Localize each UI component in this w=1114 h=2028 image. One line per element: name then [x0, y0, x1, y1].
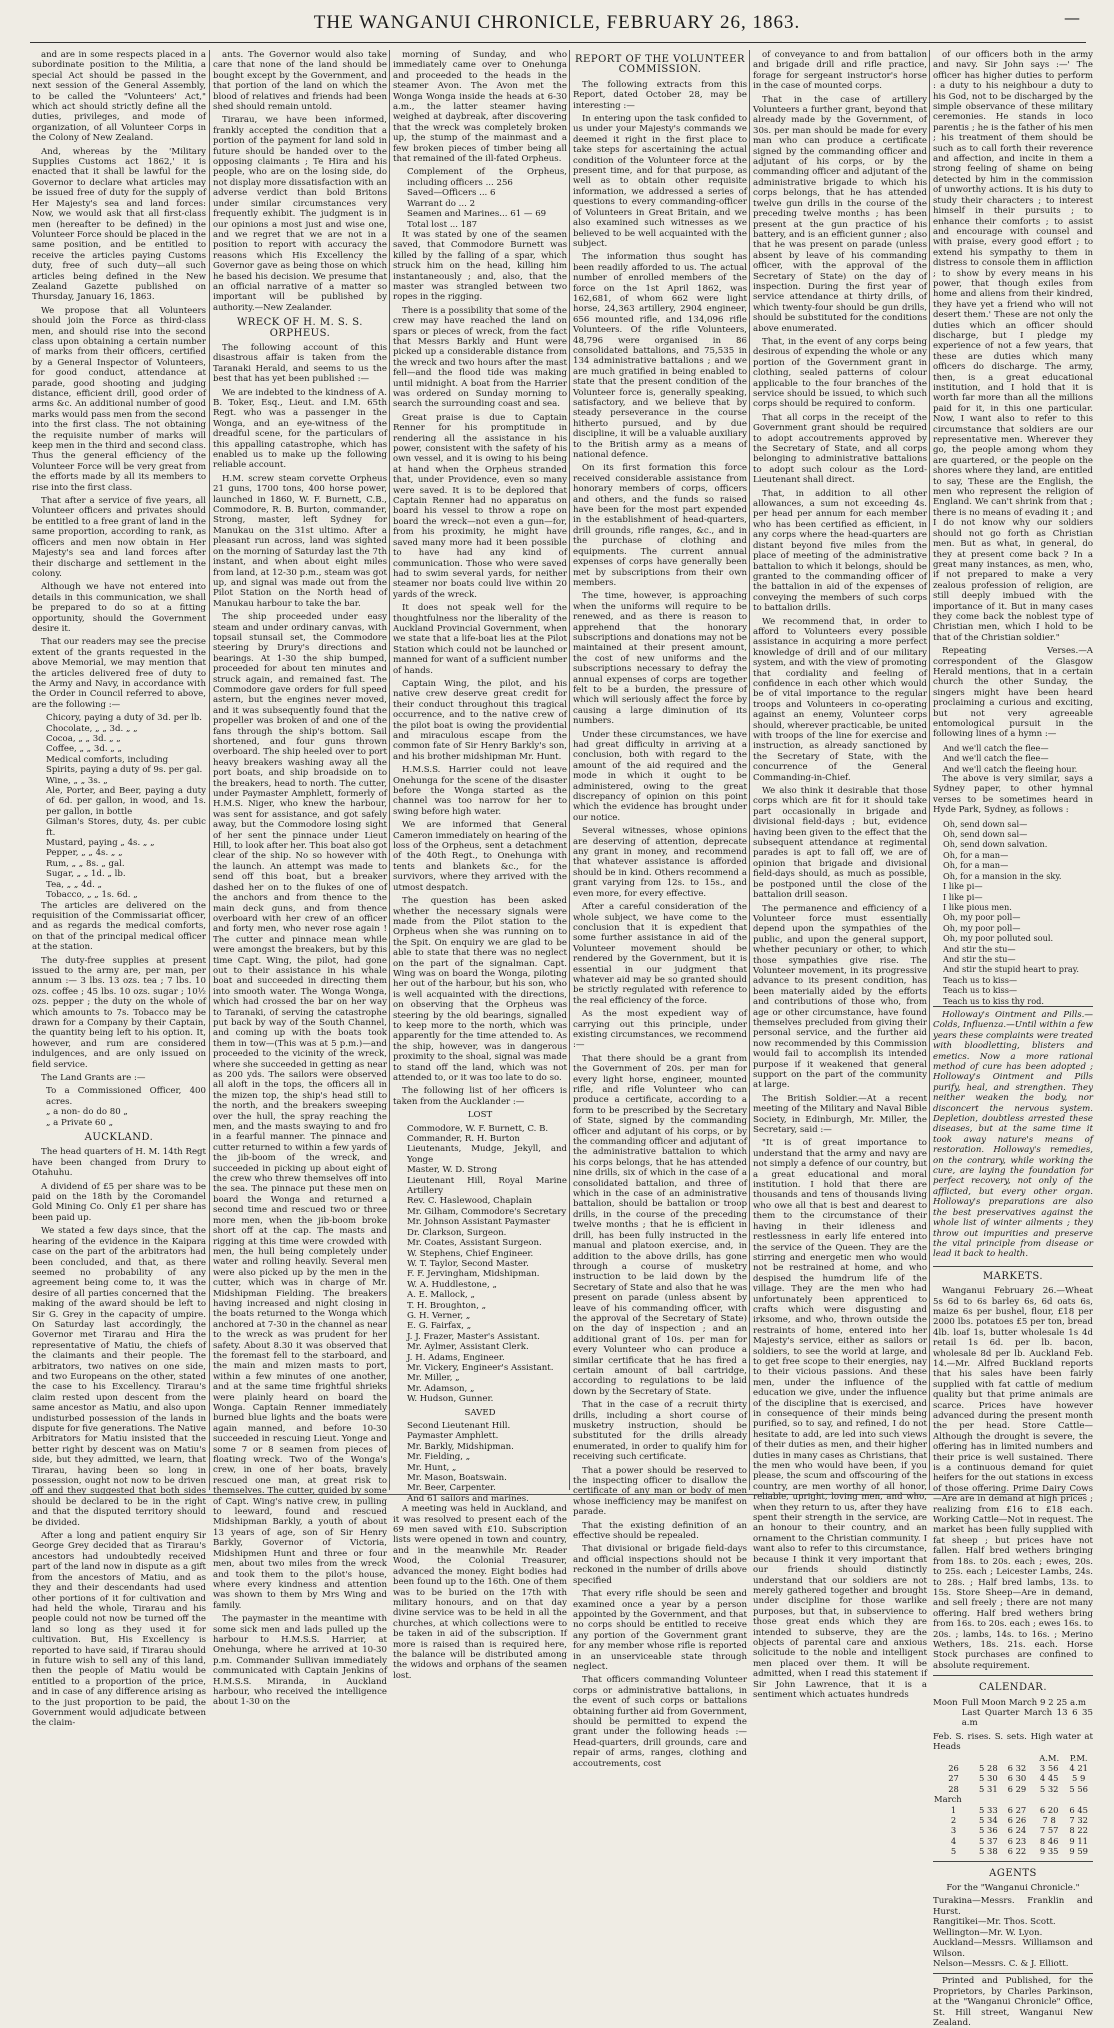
lost-item: Commander, R. H. Burton [407, 1134, 520, 1145]
page-title: THE WANGANUI CHRONICLE, FEBRUARY 26, 1863. [313, 12, 801, 33]
column-5 [753, 50, 927, 1700]
paragraph: Tirarau, we have been informed, frankly accepted the condition that a portion of the payment for land sold in future should be handed over to the opposing claimants ; Te Hira and his people, who are on the losing side, do not display more dissatisfaction with an adverse verdict than bold Britons under similar circumstances very frequently exhibit. The judgment is in our opinions a most just and wise one, and we regret that we are not in a position to report with accuracy the reasons which His Excellency the Governor gave as being those on which he based his decision. We presume that an official narrative of a matter so important will be published by authority.—New Zealander. [213, 115, 387, 313]
paragraph: There is a possibility that some of the crew may have reached the land on spars or pieces of wreck, from the fact that Messrs Barkly and Hunt were picked up a considerable distance from the wreck and two hours after the mast fell—and the flood tide was making until midnight. A boat from the Harrier was ordered on Sunday morning to search the surrounding coast and sea. [393, 305, 567, 410]
lost-item: F. F. Jervingham, Midshipman. [407, 1269, 540, 1280]
saved-item: Mr. Mason, Boatswain. [407, 1473, 507, 1484]
poem-lines-1 [933, 743, 1093, 774]
poem-line: Teach us to kiss thy rod. [943, 995, 1044, 1006]
saved-item: And 61 sailors and marines. [407, 1493, 529, 1504]
table-cell: 4 45 [1039, 1773, 1059, 1784]
saved-item: Mr. Fielding, „ [407, 1452, 471, 1463]
table-cell: 5 [950, 1846, 957, 1857]
duty-item: Cocoa, „ „ 3d. „ „ [46, 734, 121, 744]
paragraph: Although we have not entered into details in this communication, we shall be prepared to do so at a fitting opportunity, should the Government desire it. [32, 582, 206, 634]
poem-line: Teach us to kiss— [943, 985, 1018, 996]
paragraph: We are informed that General Cameron immediately on hearing of the loss of the Orpheus, sent a detachment of the 40th Regt., to Onehunga with tents and blankets &c., for the survivors, where they arrived with the utmost despatch. [393, 820, 567, 893]
advert-text: Holloway's Ointment and Pills.—Colds, Influenza.—Until within a few years these complaints were treated with bloodletting, blisters and emetics. Now a more rational method of cure has been adopted ; Holloway's Ointment and Pills purify, heal, and strengthen. They neither weaken the body, nor disconcert the nervous system. Depletion, doubtless arrested these diseases, but at the same time it took away nature's means of restoration. Holloway's remedies, on the contrary, while working the cure, are laying the foundation for perfect recovery, not only of the afflicted, but every other organ. Holloway's preparations are also the best preservatives against the whole list of winter ailments ; they throw out impurities and preserve the vital principle from disease or lead it back to health. [933, 1009, 1093, 1260]
lost-heading: LOST [467, 1110, 493, 1121]
table-row [933, 1836, 1093, 1846]
table-cell: 5 33 [979, 1804, 998, 1815]
poem-line: Oh, for a man— [943, 860, 1009, 871]
table-cell: 2 [950, 1815, 957, 1826]
table-cell: 3 [950, 1825, 957, 1836]
table-cell: 9 59 [1069, 1846, 1088, 1857]
paragraph: As the most expedient way of carrying out this principle, under existing circumstances, we recommend :— [573, 1009, 747, 1051]
lost-item: Mr. Adamson, „ [407, 1383, 475, 1394]
table-cell: 5 36 [979, 1825, 998, 1836]
table-cell: P.M. [1069, 1752, 1088, 1763]
paragraph: That officers commanding Volunteer corps or administrative battalions, in the event of such corps or battalions obtaining further aid from Government, should be permitted to expend the grant under the following heads :—Head-quarters, drill grounds, care and repair of arms, ranges, clothing and accoutrements, cost [573, 1675, 747, 1769]
paragraph: We stated a few days since, that the hearing of the evidence in the Kaipara case on the part of the arbitrators had been concluded, and that, as there seemed no probability of any agreement being come to, it was the desire of all parties concerned that the making of the award should be left to Sir G. Grey in the capacity of umpire. On Saturday last accordingly, the Governor met Tirarau and Hira the representative of Matiu, the chiefs of the claimants and their people. The arbitrators, two natives on one side, and two Europeans on the other, stated the case to his Excellency. Tirarau's claim rested upon descent from the same ancestor as Matiu, and also upon undisturbed possession of the lands in dispute for five generations. The Native Arbitrators for Matiu insisted that the better right by descent was on Matiu's side, but they admitted, we learn, that Tirarau, having been so long in possession, ought not now to be driven off and they suggested that both sides should be declared to be in the right and that the disputed territory should be divided. [32, 1226, 206, 1528]
table-cell: 6 22 [1007, 1846, 1027, 1857]
poem-line: I like pi— [943, 891, 983, 902]
poem-line: Oh, for a man— [943, 849, 1009, 860]
paragraph: morning of Sunday, and who immediately came over to Onehunga and proceeded to the heads in the steamer Avon. The Avon met the Wonga Wonga inside the heads at 6-30 a.m., the latter steamer having weighed at daybreak, after discovering that the wreck was completely broken up, the stump of the mainmast and a few broken pieces of timber being all that remained of the ill-fated Orpheus. [393, 50, 567, 165]
poem-line: And stir the stupid heart to pray. [943, 964, 1079, 975]
paragraph: Several witnesses, whose opinions are deserving of attention, deprecate any grant in money, and recommend that whatever assistance is afforded should be in kind. Others recommend a grant varying from 12s. to 15s., and even more, for every effective. [573, 826, 747, 899]
duty-item: Coffee, „ „ 3d. „ „ [46, 744, 122, 755]
paragraph: On its first formation this force received considerable assistance from honorary members of corps, officers and others, and the funds so raised have been for the most part expended in the establishment of head-quarters, drill grounds, rifle ranges, &c., and in the purchase of clothing and equipments. The current annual expenses of corps have generally been met by subscriptions from their own members. [573, 463, 747, 588]
saved-item: Mr. Hunt, „ [407, 1462, 457, 1473]
table-cell [933, 1753, 974, 1763]
paragraph: The information thus sought has been readily afforded to us. The actual number of enrolled members of the force on the 1st April 1862, was 162,681, of whom 662 were light horse, 24,363 artillery, 2904 engineer, 656 mounted rifle, and 134,096 rifle Volunteers. Of the rifle Volunteers, 48,796 were organised in 86 consolidated battalions, and 75,535 in 134 administrative battalions ; and we are much gratified in being enabled to state that the present condition of the Volunteer force is, generally speaking, satisfactory, and we believe that by steady perseverance in the course hitherto pursued, and by due discipline, it will be a valuable auxiliary to the British army as a means of national defence. [573, 252, 747, 461]
paragraph: That divisional or brigade field-days and official inspections should not be reckoned in the number of drills above specified [573, 1544, 747, 1586]
paragraph: Repeating Verses.—A correspondent of the Glasgow Herald mentions, that in a certain church the other Sunday, the singers might have been heard proclaiming a curious and exciting, but not very agreeable entomological pursuit in the following lines of a hymn :— [933, 646, 1093, 740]
paragraph: That after a service of five years, all Volunteer officers and privates should be entitled to a free grant of land in the same proportion, according to rank, as officers and men now obtain in Her Majesty's sea and land forces after their discharge and settlement in the colony. [32, 496, 206, 579]
duty-item: Rum, „ „ 8s. „ gal. [46, 858, 125, 869]
paragraph: ants. The Governor would also take care that none of the land should be bought except by the Government, and that portion of the land on which the blood of relatives and friends had been shed should remain untold. [213, 50, 387, 113]
tides-header: Feb. S. rises. S. sets. High water at Heads [933, 1731, 1093, 1753]
grant-item: „ a Private 60 „ [46, 1117, 114, 1128]
lost-item: E. G. Fairfax, „ [407, 1321, 472, 1332]
paragraph: and are in some respects placed in a subordinate position to the Militia, a special Act should be passed in the next session of the General Assembly, to be called the "Volunteers' Act," which act should strictly define all the duties, privileges, and mode of organization, of all Volunteer Corps in the Colony of New Zealand. [32, 50, 206, 144]
table-cell: 8 22 [1069, 1825, 1088, 1836]
duty-item: Spirits, paying a duty of 9s. per gal. [46, 765, 203, 776]
poem-line: Oh, send down sal— [943, 829, 1028, 840]
poem-line: And stir the stu— [943, 943, 1016, 954]
imprint: Printed and Published, for the Proprietors, by Charles Parkinson, at the "Wanganui Chronicle" Office, St. Hill street, Wanganui New Zealand. [933, 1976, 1093, 2028]
table-cell: 8 46 [1039, 1835, 1059, 1846]
paragraph: Captain Wing, the pilot, and his native crew deserve great credit for their conduct throughout this tragical occurrence, and to the native crew of the pilot boat is owing the providential and miraculous escape from the common fate of Sir Henry Barkly's son, and his brother midshipman Mr. Hunt. [393, 678, 567, 762]
paragraph: The paymaster in the meantime with some sick men and lads pulled up the harbour to H.M.S.S. Harrier, at Onehunga, where he arrived at 10-30 p.m. Commander Sullivan immediately communicated with Captain Jenkins of H.M.S.S. Miranda, in Auckland harbour, who received the intelligence about 1-30 on the [213, 1614, 387, 1708]
table-row [933, 1784, 1093, 1794]
land-grant-list [32, 1086, 206, 1128]
table-row [933, 1763, 1093, 1773]
table-cell: 5 56 [1069, 1783, 1088, 1794]
complement-row: Complement of the Orpheus, including officers ... 256 [407, 167, 567, 188]
column-3 [393, 50, 567, 1681]
paragraph: That all corps in the receipt of the Government grant should be required to adopt accoutrements approved by the Secretary of State, and all corps belonging to administrative battalions to adopt such colour as the Lord-Lieutenant shall direct. [753, 412, 927, 486]
table-cell: 6 26 [1007, 1815, 1027, 1826]
table-cell: 4 21 [1069, 1763, 1088, 1773]
table-row [933, 1794, 1093, 1804]
duty-item: Pepper, „ „ 4s. „ „ [46, 848, 123, 859]
column-divider [389, 50, 390, 1490]
poem-line: Oh, send down salvation. [943, 839, 1048, 850]
agent-item: Nelson—Messrs. C. & J. Elliott. [933, 1958, 1069, 1969]
paragraph: The duty-free supplies at present issued to the army are, per man, per annum :— 3 lbs. 13 ozs. tea ; 7 lbs. 10 ozs. coffee ; 45 lbs. 10 ozs. sugar ; 10½ ozs. pepper ; the duty on the whole of which amounts to 7s. Tobacco may be drawn for a Company by their Captain, the quantity being left to his option. It, however, and rum are considered indulgences, and are only issued on field service. [32, 955, 206, 1070]
section-heading-markets: MARKETS. [982, 1270, 1044, 1282]
paragraph: That in the case of a recruit thirty drills, including a short course of musketry instruction, should be substituted for the drills already enumerated, in order to qualify him for receiving such certificate. [573, 1400, 747, 1463]
table-row [933, 1815, 1093, 1825]
paragraph: of our officers both in the army and navy. Sir John says :—' The officer has higher duties to perform : a duty to his neighbour a duty to his God, not to be discharged by the simple observance of these military ceremonies. He stands in loco parentis ; he is the father of his men ; his treatment of them should be such as to call forth their reverence and affection, and incite in them a strong feeling of shame on being detected by him in the commission of unworthy actions. It is his duty to study their characters ; to interest himself in their pursuits ; to enhance their comforts ; to assist and encourage with counsel and with praise, every good effort ; to extend his sympathy to them in distress to console them in affliction ; to show by every means in his power, that though exiles from home and aliens from their kindred, they have yet a friend who will not desert them.' These are not only the duties which an officer should discharge, but I pledge my experience of not a few years, that these are duties which many officers do discharge. The army, then, is a great educational institution, and I hold that it is worth far more than all the millions paid for it, in this one particular. Now, I want also to refer to this circumstance that soldiers are our representative men. Wherever they go, the people among whom they are quartered, or the people on the shores where they land, are entitled to say, These are the English, the men who represent the religion of England. We can't shrink from that ; there is no means of evading it ; and I do not know why our soldiers should not go forth as Christian men. But as what, in general, do they at present come back ? In a great many instances, as men, who, if not prepared to make a very zealous profession of religion, are still deeply imbued with the importance of it. But in many cases they come back the noblest type of Christian men, which I hold to be that of the Christian soldier." [933, 50, 1093, 643]
holloway-advert [933, 1006, 1093, 1267]
lost-item: Lieutenants, Mudge, Jekyll, and Yonge [407, 1144, 567, 1165]
table-cell: 6 30 [1007, 1773, 1027, 1784]
lost-item: Lieutenant Hill, Royal Marine Artillery [407, 1175, 567, 1197]
table-cell: 7 57 [1039, 1825, 1059, 1836]
table-row [933, 1753, 1093, 1763]
section-heading-wreck: WRECK OF H. M. S. S. ORPHEUS. [237, 317, 363, 339]
duty-item: Gilman's Stores, duty, 4s. per cubic ft. [46, 817, 206, 838]
lost-item: Mr. Vickery, Engineer's Assistant. [407, 1362, 554, 1373]
poem-line: Oh, my poor poll— [943, 912, 1021, 923]
lost-item: J. H. Adams, Engineer. [407, 1352, 505, 1363]
paragraph: H.M.S.S. Harrier could not leave Onehunga for the scene of the disaster before the Wonga started as the channel was too narrow for her to swing before high water. [393, 765, 567, 817]
poem-line: Oh, send down sal— [943, 818, 1028, 829]
column-divider [209, 50, 210, 1490]
agents-list [933, 1896, 1093, 1969]
col1-paragraphs [32, 50, 206, 710]
paragraph: That, in the event of any corps being desirous of expending the whole or any portion of the Government grant in clothing, sealed patterns of colour applicable to the four branches of the service should be issued, to which such corps should be required to conform. [753, 336, 927, 410]
paragraph: That every rifle should be seen and examined once a year by a person appointed by the Government, and that no corps should be entitled to receive any portion of the Government grant for any member whose rifle is reported in an unserviceable state through neglect. [573, 1589, 747, 1672]
poem-line: And we'll catch the flee— [943, 753, 1049, 764]
table-cell: 5 38 [979, 1846, 998, 1857]
saved-list [393, 1421, 567, 1504]
poem-line: I like pious men. [943, 901, 1012, 912]
paragraph: That a power should be reserved to the inspecting officer to disallow the certificate of any man or body of men whose inefficiency may be manifest on parade. [573, 1465, 747, 1518]
complement-row: Warrant do ... 2 [407, 198, 476, 209]
complement-table [393, 167, 567, 229]
poem-line: Teach us to kiss— [943, 974, 1018, 985]
paragraph: A dividend of £5 per share was to be paid on the 18th by the Coromandel Gold Mining Co. Only £1 per share has been paid up. [32, 1181, 206, 1223]
column-divider [929, 50, 930, 1490]
lost-item: Mr. Johnson Assistant Paymaster [407, 1217, 551, 1228]
paragraph: The ship proceeded under easy steam and under ordinary canvas, with topsail stunsail set, the Commodore steering by Drury's directions and bearings. At 1-30 the ship bumped, proceeded for about ten minutes and struck again, and remained fast. The Commodore gave orders for full speed astern, but the engines never moved, and it was subsequently found that the propeller was broken of and one of the fans through the ship's bottom. Sail shortened, and four guns thrown overboard. The ship heeled over to port heavy breakers washing away all the port boats, and ship broadside on to the breakers, head to north. The cutter, under Paymaster Amphlett, formerly of H.M.S. Niger, who knew the harbour, was sent for assistance, and got safely away, but the Commodore losing sight of her sent the pinnace under Lieut Hill, to look after her. This boat also got clear of the ship. No so however with the launch. An attempt was made to send off this boat, but a breaker dashed her on to the flukes of one of the anchors and from thence to the main deck guns, and from thence overboard with her crew of an officer and forty men, who never rose again ! The cutter and pinnace mean while were amongst the breakers, but by this time Capt. Wing, the pilot, had gone out to their assistance in his whale boat and succeeded in directing them into smooth water. The Wonga Wonga, which had crossed the bar on her way to Taranaki, of serving the catastrophe put back by way of the South Channel, and coming up with the boats took them in tow—(This was at 5 p.m.)—and proceeded to the vicinity of the wreck, where she succeeded in getting as near as 200 yds. The sailors were observed all aloft in the tops, the officers all in the mizen top, the ship's head still to the north, and the breakers sweeping over the hull, the spray reaching the men, and the masts swaying to and fro in a fearful manner. The pinnace and cutter returned to within a few yards of the jib-boom of the wreck, and succeeded in picking up about eight of the crew who threw themselves off into the sea. The pinnace put these men on board the Wonga and returned a second time and rescued two or three more men, when the jib-boom broke short off at the cap. The masts and rigging at this time were crowded with men, the hull being completely under water and rolling heavily. Several men were also picked up by the men in the cutter, which was in charge of Mr. Midshipman Fielding. The breakers having increased and night closing in the boats returned to the Wonga which anchored at 7-30 in the channel as near to the wreck as was prudent for her safety. About 8.30 it was observed that the foremast fell to the starboard, and the main and mizen masts to port, within a few minutes of one another, and at the same time frightful shrieks were plainly heard on board the Wonga. Captain Renner immediately burned blue lights and the boats were again manned, and before 10-30 succeeded in rescuing Lieut. Yonge and some 7 or 8 seamen from pieces of floating wreck. Two of the Wonga's crew, in one of her boats, bravely rescued one man, at great risk to themselves. The cutter, guided by some of Capt. Wing's native crew, in pulling to leeward, found and rescued Midshipman Barkly, a youth of about 13 years of age, son of Sir Henry Barkly, Governor of Victoria, Midshipmen Hunt and three or four men, about two miles from the wreck and took them to the pilot's house, where every kindness and attention was shown to them by Mrs Wing and family. [213, 612, 387, 1611]
table-cell: 5 9 [1072, 1773, 1086, 1784]
poem-line: Oh, my poor polluted soul. [943, 933, 1054, 944]
agent-item: Rangitikei—Mr. Thos. Scott. [933, 1917, 1056, 1928]
poem-line: And we'll catch the flee— [943, 742, 1049, 753]
poem-line: Oh, for a mansion in the sky. [943, 870, 1062, 881]
paragraph: We recommend that, in order to afford to Volunteers every possible assistance in acquiring a more perfect knowledge of drill and of our military system, and with the view of promoting that cordiality and feeling of confidence in each other which would be of vital importance to the regular troops and Volunteers in co-operating against an enemy, Volunteer corps should, wherever practicable, be united with troops of the line for exercise and instruction, as already sanctioned by the Secretary of State, with the concurrence of the General Commanding-in-Chief. [753, 616, 927, 783]
table-row [933, 1773, 1093, 1783]
calendar [933, 1675, 1093, 1857]
table-cell [1034, 1794, 1064, 1804]
paragraph: We also think it desirable that those corps which are fit for it should take part occasionally in brigade and divisional field-days ; but, evidence having been given to the effect that the subsequent attendance at regimental parades is apt to fall off, we are of opinion that brigade and divisional field-days should, as much as possible, be postponed until the close of the battalion drill season. [753, 786, 927, 901]
saved-item: Mr. Beer, Carpenter. [407, 1483, 496, 1494]
table-cell: 5 34 [979, 1815, 998, 1826]
lost-item: G. H. Verner, „ [407, 1310, 471, 1321]
table-cell: 5 28 [979, 1763, 998, 1773]
paragraph: Under these circumstances, we have had great difficulty in arriving at a conclusion, both with regard to the amount of the aid required and the mode in which it ought to be administered, owing to the great discrepancy of opinion on this point which the evidence has brought under our notice. [573, 729, 747, 823]
poem-line: Oh, my poor poll— [943, 922, 1021, 933]
paragraph: That, in addition to all other allowances, a sum not exceeding 4s. per head per annum for each member who has been certified as efficient, in any corps where the head-quarters are distant beyond five miles from the place of meeting of the administrative battalion to which it belongs, should be granted to the commanding officer of the battalion in aid of the expenses of conveying the members of such corps to battalion drills. [753, 488, 927, 614]
lost-item: W. A. Huddlestone, „ [407, 1279, 497, 1290]
paragraph: It does not speak well for the thoughtfulness nor the liberality of the Auckland Provincial Government, when we state that a life-boat lies at the Pilot Station which could not be launched or manned for want of a sufficient number of hands. [393, 603, 567, 676]
agents-subheading: For the "Wanganui Chronicle." [946, 1883, 1080, 1894]
paragraph: The British Soldier.—At a recent meeting of the Military and Naval Bible Society, in Edinburgh, Mr. Miller, the Secretary, said :— [753, 1093, 927, 1136]
table-cell: 4 [950, 1835, 957, 1846]
paragraph: H.M. screw steam corvette Orpheus 21 guns, 1700 tons, 400 horse power, launched in 1860, W. F. Burnett, C.B., Commodore, R. B. Burton, commander, Strong, master, left Sydney for Manukau on the 31st ultimo. After a pleasant run across, land was sighted on the morning of Saturday last the 7th instant, and when about eight miles from land, at 12-30 p.m., steam was got up, and signal was made out from the Pilot Station on the North head of Manukau harbour to take the bar. [213, 473, 387, 609]
duty-list [32, 713, 206, 900]
poem-line: And stir the stu— [943, 953, 1016, 964]
paragraph: It was stated by one of the seamen saved, that Commodore Burnett was killed by the falling of a spar, which struck him on the head, killing him instantaneously ; and, also, that the master was strangled between two ropes in the rigging. [393, 229, 567, 303]
duty-item: Wine, „ „ 3s. „ [46, 775, 108, 786]
table-cell: 5 37 [979, 1835, 998, 1846]
lost-item: J. J. Frazer, Master's Assistant. [407, 1331, 540, 1342]
agents-box [933, 1861, 1093, 1970]
markets-report: Wanganui February 26.—Wheat 5s 6d to 6s barley 6s, 6d oats 6s, maize 6s per bushel, flour, £18 per 2000 lbs. potatoes £5 per ton, bread 4lb. loaf 1s, butter wholesale 1s 4d retail 1s 6d. per lb. bacon, wholesale 8d per lb. Auckland Feb. 14.—Mr. Alfred Buckland reports that his sales have been fairly supplied with fat cattle of medium quality but that prime animals are scarce. Prices have however advanced during the present month the per head. Store Cattle—Although the drought is severe, the offering has in limited numbers and their price is well sustained. There is a continuous demand for quiet heifers for the out stations in excess of those offering. Prime Dairy Cows—Are are in demand at high prices ; realizing from £16 to £18 each. Working Cattle—Not in request. The market has been fully supplied with fat sheep ; but prices have not fallen. Half bred wethers bringing from 18s. to 20s. each ; ewes, 20s. to 25s. each ; Leicester Lambs, 24s. to 28s. ; Half bred lambs, 13s. to 15s. Store Sheep—Are in demand, and sell freely ; there are not many offering. Half bred wethers bring from 16s. to 20s. each ; ewes 16s. to 20s. ; lambs, 14s. to 16s. ; Merino Wethers, 18s. 21s. each. Horse Stock purchases are confined to absolute requirement. [933, 1286, 1093, 1671]
paragraph: The Land Grants are :— [41, 1073, 146, 1083]
paragraph: After a careful consideration of the whole subject, we have come to the conclusion that it is expedient that some further assistance in aid of the Volunteer movement should be rendered by the Government, but it is essential in our judgment that whatever aid may be so granted should be strictly regulated with reference to the real efficiency of the force. [573, 902, 747, 1006]
table-cell: 9 11 [1069, 1835, 1088, 1846]
table-cell: 6 20 [1039, 1804, 1059, 1815]
table-cell: 5 32 [1039, 1783, 1059, 1794]
paragraph: We are indebted to the kindness of A. B. Toker, Esq., Lieut. and I.M. 65th Regt. who was a passenger in the Wonga, and an eye-witness of the dreadful scene, for the particulars of this appalling catastrophe, which has enabled us to make up the following reliable account. [213, 387, 387, 471]
paragraph: The following list of her officers is taken from the Aucklander :— [393, 1086, 567, 1107]
table-cell: 5 30 [979, 1773, 998, 1784]
agent-item: Turakina—Messrs. Franklin and Hurst. [933, 1896, 1093, 1917]
lost-item: W. T. Taylor, Second Master. [407, 1258, 529, 1269]
column-2 [213, 50, 387, 1708]
column-1 [32, 50, 206, 1729]
column-4 [573, 50, 747, 1769]
paragraph: That there should be a grant from the Government of 20s. per man for every light horse, engineer, mounted rifle, and rifle Volunteer who can produce a certificate, according to a form to be prescribed by the Secretary of State, signed by the commanding officer and adjutant of his corps, or by the commanding officer and adjutant of the administrative battalion to which his corps belongs, that he has attended nine drills, six of which in the case of a consolidated battalion, and three of which in the case of an administrative battalion, should be battalion or troop drills, in the course of the preceding twelve months ; that he is efficient in drill, has been fully instructed in the manual and platoon exercise, and, in addition to the above drills, has gone through a course of musketry instruction to be laid down by the Secretary of State and also that he was present on parade (unless absent by leave of his commanding officer, with the approval of the Secretary of State) on the day of inspection ; and an additional grant of 10s. per man for every Volunteer who can produce a similar certificate that he has fired a certain amount of ball cartridge, according to regulations to be laid down by the Secretary of State. [573, 1053, 747, 1397]
table-row [933, 1846, 1093, 1856]
duty-item: Tobacco, „ „ 1s. 6d. „ [46, 890, 138, 901]
table-cell: 6 23 [1007, 1835, 1027, 1846]
imprint-box [933, 1973, 1093, 2028]
section-heading-agents: AGENTS [989, 1867, 1037, 1879]
table-cell: March [934, 1794, 962, 1805]
table-cell: 1 [950, 1804, 957, 1815]
column-divider [749, 50, 750, 1490]
table-cell [1003, 1753, 1032, 1763]
table-cell: 6 24 [1007, 1825, 1027, 1836]
grant-item: To a Commissioned Officer, 400 acres. [46, 1086, 206, 1107]
moon-phase: Last Quarter March 13 6 35 a.m [961, 1707, 1093, 1729]
paragraph: The question has been asked whether the necessary signals were made from the Pilot station to the Orpheus when she was running on to the Spit. On enquiry we are glad to be able to state that there was no neglect on the part of the signalman. Capt. Wing was on board the Wonga, piloting her out of the harbour, but his son, who is well acquainted with the directions, on observing that the Orpheus was steering by the old bearings, signalled to keep more to the north, which was apparently for the time attended to. As the ship, however, was in dangerous proximity to the shoal, signal was made to stand off the land, which was not attended to, or it was too late to do so. [393, 896, 567, 1083]
duty-item: Ale, Porter, and Beer, paying a duty of 6d. per gallon, in wood, and 1s. per gallon, in bottle [46, 786, 206, 817]
table-cell [974, 1753, 1003, 1763]
paragraph: That the existing definition of an effective should be repealed. [573, 1520, 747, 1542]
duty-item: Mustard, paying „ 4s. „ „ [46, 838, 155, 849]
moon-phases [933, 1698, 1093, 1729]
moon-phase: Full Moon March 9 2 25 a.m [961, 1697, 1087, 1708]
table-cell: A.M. [1039, 1752, 1060, 1763]
paragraph: After a long and patient enquiry Sir George Grey decided that as Tirarau's ancestors had undoubtedly received part of the land now in dispute as a gift from the ancestors of Matiu, and as they and their descendants had used other portions of it for cultivation and had held the whole, Tirarau and his people could not now be turned off the land so long as they used it for cultivation. But, His Excellency is reported to have said, if Tirarau should in future wish to sell any of this land, then the people of Matiu would be entitled to a proportion of the price, and in case of any difference arising as to the just proportion to be paid, the Government would adjudicate between the claim- [32, 1531, 206, 1729]
table-cell: 6 29 [1007, 1783, 1027, 1794]
table-cell: 7 32 [1069, 1815, 1088, 1826]
agent-item: Wellington—Mr. W. Lyon. [933, 1927, 1043, 1938]
moon-label: Moon [933, 1697, 958, 1708]
agent-item: Auckland—Messrs. Williamson and Wilson. [933, 1938, 1093, 1959]
paragraph: The time, however, is approaching when the uniforms will require to be renewed, and as there is reason to apprehend that the honorary subscriptions and donations may not be maintained at their present amount, the cost of new uniforms and the subscriptions necessary to defray the annual expenses of corps are together felt to be a burden, the pressure of which will seriously affect the force by causing a large diminution of its numbers. [573, 591, 747, 727]
table-cell [1064, 1794, 1093, 1804]
duty-item: Medical comforts, including [46, 754, 169, 765]
masthead-rule [30, 42, 1086, 43]
table-cell: 28 [948, 1783, 959, 1794]
duty-item: Tea, „ „ 4d. „ [46, 879, 102, 890]
table-row [933, 1825, 1093, 1835]
lost-item: Commodore, W. F. Burnett, C. B. [407, 1123, 549, 1134]
paragraph: That our readers may see the precise extent of the grants requested in the above Memorial, we may mention that the articles delivered free of duty to the Army and Navy, in accordance with the Order in Council referred to above, are the following :— [32, 637, 206, 710]
lost-item: Mr. Aylmer, Assistant Clerk. [407, 1342, 529, 1353]
saved-heading: SAVED [464, 1407, 496, 1418]
table-cell: 9 35 [1039, 1846, 1059, 1857]
saved-item: Mr. Barkly, Midshipman. [407, 1441, 514, 1452]
complement-row: Seamen and Marines... 61 — 69 [407, 209, 547, 220]
paragraph: That in the case of artillery Volunteers a further grant, beyond that already made by the Government, of 30s. per man should be made for every man who can produce a certificate signed by the commanding officer and adjutant of his corps, or by the commanding officer and adjutant of the administrative brigade to which his corps belongs, that he has attended twelve gun drills in the course of the preceding twelve months ; has been present at the gun practice of his battery, and is an efficient gunner ; also that he was present on parade (unless absent by leave of his commanding officer, with the approval of the Secretary of State) on the day of inspection. During the first year of service attendance at thirty drills, of which twenty-four should be gun drills, should be substituted for the conditions above enumerated. [753, 94, 927, 334]
paragraph: The following extracts from this Report, dated October 28, may be interesting :— [573, 79, 747, 111]
table-cell: 27 [948, 1773, 959, 1784]
lost-item: Master, W. D. Strong [407, 1165, 497, 1176]
paragraph: And, whereas by the 'Military Supplies Customs act 1862,' it is enacted that it shall be lawful for the Governor to declare what articles may be issued free of duty for the supply of Her Majesty's sea and land forces: Now, we would ask that all first-class men (hereafter to be defined) in the Volunteer Force should be placed in the same position, and be entitled to receive the articles paying Customs duty, free of such duty—all such articles being defined in the New Zealand Gazette published on Thursday, January 16, 1863. [32, 146, 206, 303]
column-divider [569, 50, 570, 1490]
lost-item: Rev. C. Haslewood, Chaplain [407, 1196, 533, 1207]
bottom-rule [30, 1494, 1086, 1495]
paragraph: of conveyance to and from battalion and brigade drill and rifle practice, forage for sergeant instructor's horse in the case of mounted corps. [753, 50, 927, 92]
lost-item: Mr. Miller, „ [407, 1373, 460, 1384]
table-cell: 26 [948, 1763, 959, 1773]
table-cell: 6 45 [1069, 1804, 1088, 1815]
paragraph: The head quarters of H. M. 14th Regt have been changed from Drury to Otahuhu. [32, 1147, 206, 1179]
paragraph: The following account of this disastrous affair is taken from the Taranaki Herald, and seems to us the best that has yet been published :— [213, 342, 387, 385]
table-cell: 3 56 [1039, 1763, 1059, 1773]
paragraph: The permanence and efficiency of a Volunteer force must essentially depend upon the sympathies of the public, and upon the general support, whether pecuniary or other, to which those sympathies give rise. The Volunteer movement, in its progressive advance to its present condition, has been materially aided by the efforts and contributions of those who, from age or other circumstance, have found themselves precluded from giving their personal service, and the further aid now recommended by this Commission would fail to accomplish its intended purpose if it weakened that general support on the part of the community at large. [753, 903, 927, 1091]
table-cell [974, 1794, 1003, 1804]
table-cell: 7 8 [1042, 1815, 1056, 1826]
poem-line: And we'll catch the fleeing hour. [943, 763, 1078, 774]
saved-item: Paymaster Amphlett. [407, 1431, 499, 1442]
paragraph: Great praise is due to Captain Renner for his promptitude in rendering all the assistance in his power, consistent with the safety of his own vessel, and it is owing to his being at hand when the Orpheus stranded that, under Providence, even so many were saved. It is to be deplored that Captain Renner had no apparatus on board his vessel to throw a rope on board the wreck—not even a gun—for, from his proximity, he might have saved many more had it been possible to have had any kind of communication. Those who were saved had to swim several yards, for neither steamer nor boats could live within 20 yards of the wreck. [393, 412, 567, 600]
table-cell [1003, 1794, 1032, 1804]
table-cell: 6 27 [1007, 1804, 1027, 1815]
paragraph: In entering upon the task confided to us under your Majesty's commands we deemed it right in the first place to take steps for ascertaining the actual condition of the Volunteer force at the present time, and for that purpose, as well as to obtain other requisite information, we addressed a series of questions to every commanding-officer of Volunteers in Great Britain, and we also examined such witnesses as we believed to be well acquainted with the subject. [573, 114, 747, 249]
poem-line: I like pi— [943, 881, 983, 892]
paragraph: "It is of great importance to understand that the army and navy are not simply a defence of our country, but a great educational and moral institution. I hold that there are thousands and tens of thousands living who owe all that is best and dearest to them to the circumstance of their having in their idleness and restlessness in early life entered into the service of the Queen. They are the stirring and energetic men who would not be restrained at home, and who despised the humdrum life of the village. They are the men who had unfortunately been apprenticed to crafts which were disgusting and irksome, and who, thrown outside the restraints of home, entered into her Majesty's service, either as sailors or soldiers, to see the world at large, and to get free scope to their energies, nay to their vicious passions. And these men, under the influence of the education we give, under the influence of the discipline that is exercised, and in consequence of their minds being purified, so to say, and refined, I do not hesitate to add, are led into such views of their duties as men, and their higher duties in many cases as Christians, that the men who would have been, if you please, the scum and offscouring of the country, are men worthy of all honor, reliable, upright, loving men, and who, when they return to us, after they have spent their strength in the service, are an honour to their country, and an ornament to the Christian community. I want also to refer to this circumstance, because I think it very important that our friends should distinctly understand that our soldiers are not merely gathered together and brought under discipline for those warlike purposes, but that, in subservience to those great ends which they are intended to subserve, they are the objects of parental care and anxious solicitude to the noble and intelligent men placed over them. It will be admitted, when I read this statement if Sir John Lawrence, that it is a sentiment which actuates hundreds [753, 1138, 927, 1700]
lost-item: W. Hudson, Gunner. [407, 1394, 494, 1405]
grant-item: „ a non- do do 80 „ [46, 1107, 128, 1118]
lost-item: Mr. Coates, Assistant Surgeon. [407, 1238, 542, 1249]
lost-item: A. E. Mallock, „ [407, 1290, 475, 1301]
table-cell: 5 31 [979, 1783, 998, 1794]
duty-item: Chicory, paying a duty of 3d. per lb. [46, 713, 202, 724]
corner-mark: — [1064, 8, 1080, 27]
lost-item: T. H. Broughton, „ [407, 1300, 487, 1311]
duty-item: Chocolate, „ „ 3d. „ „ [46, 723, 138, 734]
saved-item: Second Lieutenant Hill. [407, 1421, 511, 1431]
section-heading-auckland: AUCKLAND. [84, 1132, 154, 1144]
masthead [0, 0, 1114, 46]
lost-item: Dr. Clarkson, Surgeon. [407, 1227, 507, 1238]
complement-total: Total lost ... 187 [407, 219, 478, 230]
table-row [933, 1805, 1093, 1815]
section-heading-calendar: CALENDAR. [978, 1682, 1047, 1694]
column-6 [933, 50, 1093, 2028]
section-heading-volunteer-commission: REPORT OF THE VOLUNTEER COMMISSION. [575, 54, 745, 76]
paragraph: The articles are delivered on the requisition of the Commissariat officer, and as regards the medical comforts, on that of the principal medical officer at the station. [32, 900, 206, 953]
poem-lines-2 [933, 819, 1093, 1006]
lost-item: Mr. Gilham, Commodore's Secretary [407, 1206, 567, 1217]
lost-list [393, 1124, 567, 1405]
duty-item: Sugar, „ „ 1d. „ lb. [46, 869, 126, 880]
paragraph: The above is very similar, says a Sydney paper, to other hymnal verses to be sometimes heard in Hyde Park, Sydney, as follows : [933, 774, 1093, 816]
complement-row: Saved—Officers ... 6 [407, 188, 496, 199]
paragraph: A meeting was held in Auckland, and it was resolved to present each of the 69 men saved with £10. Subscription lists were opened in town and country, and in the meanwhile Mr. Reader Wood, the Colonial Treasurer, advanced the money. Eight bodies had been found up to the 16th. One of them was to be buried on the 17th with military honours, and on that day divine service was to be held in all the churches, at which collections were to be taken in aid of the subscription. If more is raised than is required here, the balance will be distributed among the widows and orphans of the seamen lost. [393, 1504, 567, 1681]
tide-table [933, 1753, 1093, 1857]
table-cell: 6 32 [1007, 1763, 1027, 1773]
paragraph: We propose that all Volunteers should join the Force as third-class men, and should rise into the second class upon obtaining a certain number of marks from their officers, certified by a General Inspector of Volunteers, for good conduct, attendance at parade, good shooting and judging distance, efficient drill, good order of arms &c. An additional number of good marks would pass men from the second into the first class. The not obtaining the requisite number of marks will keep men in the third and second class. Thus the general efficiency of the Volunteer Force will be very great from the efforts made by all its members to rise into the first class. [32, 305, 206, 493]
lost-item: W. Stephens, Chief Engineer. [407, 1248, 534, 1259]
